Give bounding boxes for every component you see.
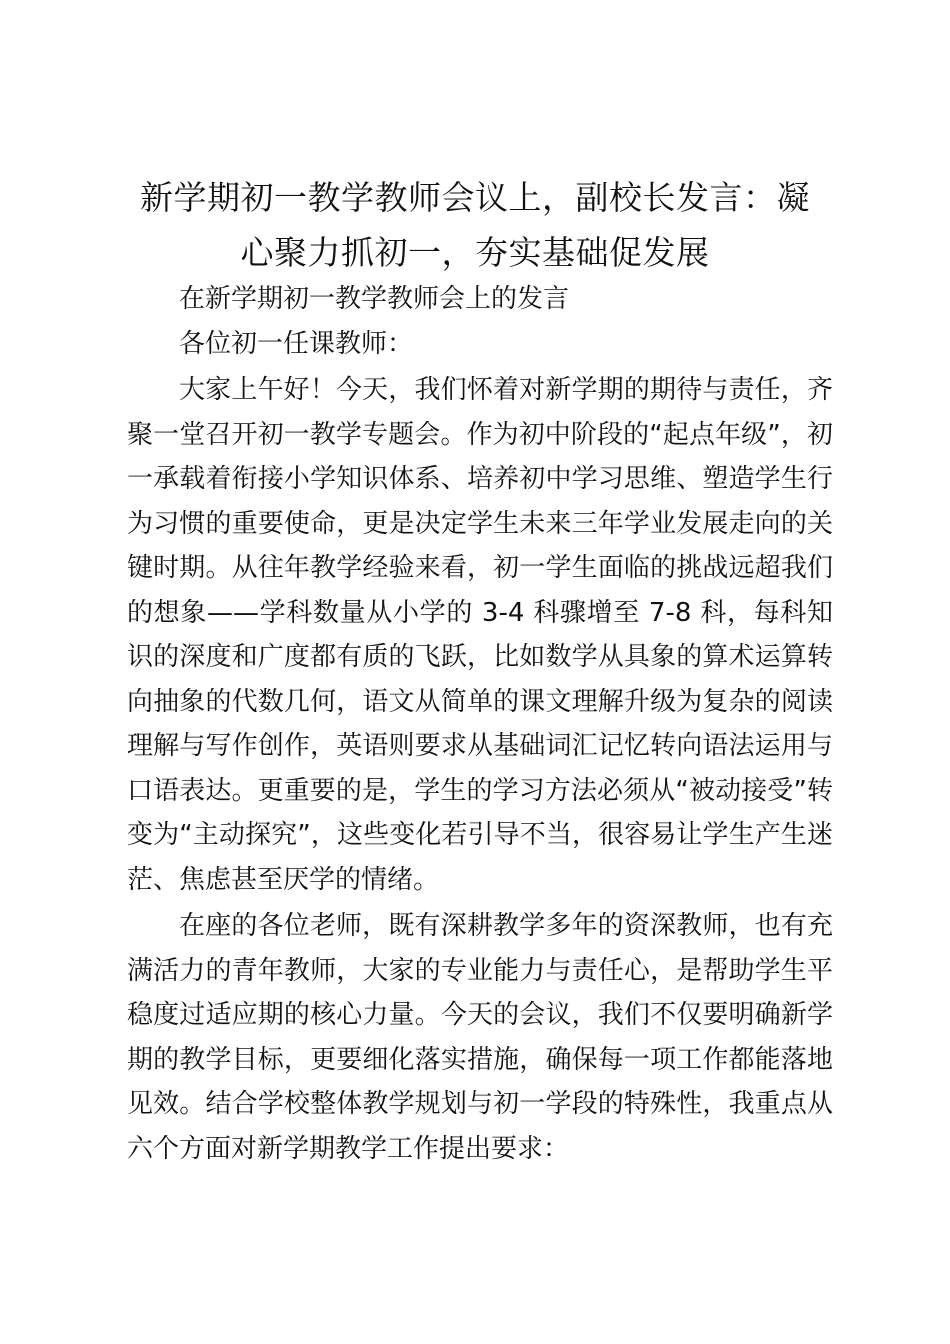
paragraph-1: 大家上午好！今天，我们怀着对新学期的期待与责任，齐聚一堂召开初一教学专题会。作为初中阶段的“起点年级”，初一承载着衔接小学知识体系、培养初中学习思维、塑造学生行为习惯的重要使命，更是决定学生未来三年学业发展走向的关键时期。从往年教学经验来看，初一学生面临的挑战远超我们的想象——学科数量从小学的 3-4 科骤增至 7-8 科，每科知识的深度和广度都有质的飞跃，比如数学从具象的算术运算转向抽象的代数几何，语文从简单的课文理解升级为复杂的阅读理解与写作创作，英语则要求从基础词汇记忆转向语法运用与口语表达。更重要的是，学生的学习方法必须从“被动接受”转变为“主动探究”，这些变化若引导不当，很容易让学生产生迷茫、焦虑甚至厌学的情绪。 xyxy=(127,375,833,895)
title-line-2: 心聚力抓初一，夯实基础促发展 xyxy=(240,233,710,272)
paragraph-2: 在座的各位老师，既有深耕教学多年的资深教师，也有充满活力的青年教师，大家的专业能力与责任心，是帮助学生平稳度过适应期的核心力量。今天的会议，我们不仅要明确新学期的教学目标，更要细化落实措施，确保每一项工作都能落地见效。结合学校整体教学规划与初一学段的特殊性，我重点从六个方面对新学期教学工作提出要求： xyxy=(127,911,833,1164)
document-body xyxy=(127,277,833,1171)
title-line-1: 新学期初一教学教师会议上，副校长发言：凝 xyxy=(140,178,810,217)
subtitle: 在新学期初一教学教师会上的发言 xyxy=(179,284,570,314)
document-title xyxy=(118,170,832,280)
salutation: 各位初一任课教师： xyxy=(179,328,414,359)
